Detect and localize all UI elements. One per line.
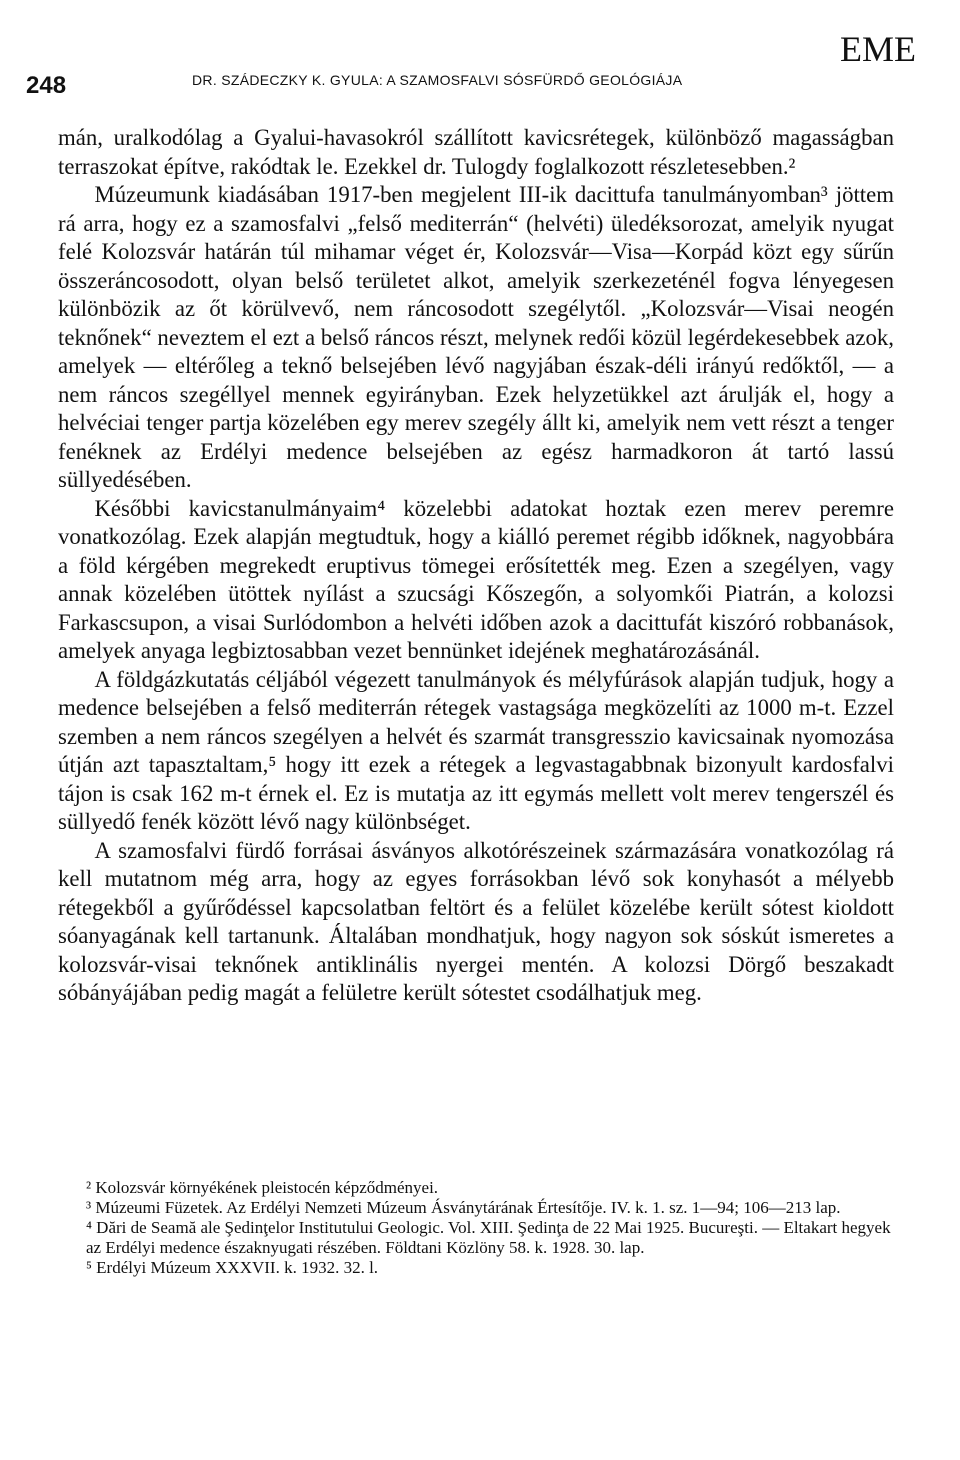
publisher-mark: EME — [840, 29, 916, 69]
paragraph-5: A szamosfalvi fürdő forrásai ásványos alkotórészeinek származására vonatkozólag rá kell mutatnom még arra, hogy az egyes forrásokban lévő sok konyhasót a mélyebb rétegekből a gyűrődéssel kapcsolatban feltört és a felület közelébe került sótest kioldott sóanyagának kell tartanunk. Általában mondhatjuk, hogy nagyon sok sóskút ismeretes a kolozsvár-visai teknőnek antiklinális nyergei mentén. A kolozsi Dörgő beszakadt sóbányájában pedig magát a felületre került sótestet csodálhatjuk meg. — [58, 837, 894, 1005]
footnote-5: ⁵ Erdélyi Múzeum XXXVII. k. 1932. 32. l. — [86, 1258, 379, 1277]
footnote-4: ⁴ Dări de Seamă ale Şedinţelor Institutului Geologic. Vol. XIII. Şedinţa de 22 Mai 1925. Bucureşti. — Eltakart hegyek az Erdélyi medence északnyugati részében. Földtani Közlöny 58. k. 1928. 30. lap. — [86, 1218, 891, 1257]
running-head: DR. SZÁDECZKY K. GYULA: A SZAMOSFALVI SÓSFÜRDŐ GEOLÓGIÁJA — [192, 72, 683, 88]
footnote-2: ² Kolozsvár környékének pleistocén képződményei. — [86, 1178, 439, 1197]
footnote-3: ³ Múzeumi Füzetek. Az Erdélyi Nemzeti Múzeum Ásványtárának Értesítője. IV. k. 1. sz. 1—94; 106—213 lap. — [86, 1198, 841, 1217]
paragraph-3: Későbbi kavicstanulmányaim⁴ közelebbi adatokat hoztak ezen merev peremre vonatkozólag. Ezek alapján megtudtuk, hogy a kiálló peremet régibb időknek, nagyobbára a föld kérgében megrekedt eruptivus tömegei erősítették meg. Ezen a szegélyen, vagy annak közelében ütöttek nyílást a szucsági Kőszegőn, a solyomkői Piatrán, a kolozsi Farkascsupon, a visai Surlódombon a helvéti időben azok a dacittufát kiszóró robbanások, amelyek anyaga legbiztosabban vezet bennünket idejének meghatározásánál. — [58, 495, 894, 663]
page-number: 248 — [26, 72, 67, 99]
paragraph-1: mán, uralkodólag a Gyalui-havasokról szállított kavicsrétegek, különböző magasságban terraszokat építve, rakódtak le. Ezekkel dr. Tulogdy foglalkozott részletesebben.² — [58, 125, 894, 179]
body-text — [58, 124, 894, 1008]
footnotes — [86, 1178, 894, 1278]
paragraph-2: Múzeumunk kiadásában 1917-ben megjelent III-ik dacittufa tanulmányomban³ jöttem rá arra, hogy ez a szamosfalvi „felső mediterrán“ (helvéti) üledéksorozat, amelyik nyugat felé Kolozsvár határán túl mihamar véget ér, Kolozsvár—Visa—Korpád közt egy sűrűn összeráncosodott, olyan belső területet alkot, amelyik szerkezeténél fogva lényegesen különbözik az őt körülvevő, nem ráncosodott szegélytől. „Kolozsvár—Visai neogén teknőnek“ neveztem el ezt a belső ráncos részt, melynek redői közül legérdekesebbek azok, amelyek — eltérőleg a teknő belsejében lévő nagyjában észak-déli irányú redőktől, — a nem ráncos szegéllyel mennek egyirányban. Ezek helyzetükkel azt árulják el, hogy a helvéciai tenger partja közelében egy merev szegély állt ki, amelyik nem vett részt a tenger fenéknek az Erdélyi medence belsejében az egész harmadkoron át tartó lassú süllyedésében. — [58, 182, 894, 492]
paragraph-4: A földgázkutatás céljából végezett tanulmányok és mélyfúrások alapján tudjuk, hogy a medence belsejében a felső mediterrán rétegek vastagsága megközelíti az 1000 m-t. Ezzel szemben a nem ráncos szegélyen a helvét és szarmát transgresszio kavicsainak nyomozása útján azt tapasztaltam,⁵ hogy itt ezek a rétegek a legvastagabbnak bizonyult kardosfalvi tájon is csak 162 m-t érnek el. Ez is mutatja az itt egymás mellett volt merev tengerszél és süllyedő fenék között lévő nagy különbséget. — [58, 666, 894, 834]
